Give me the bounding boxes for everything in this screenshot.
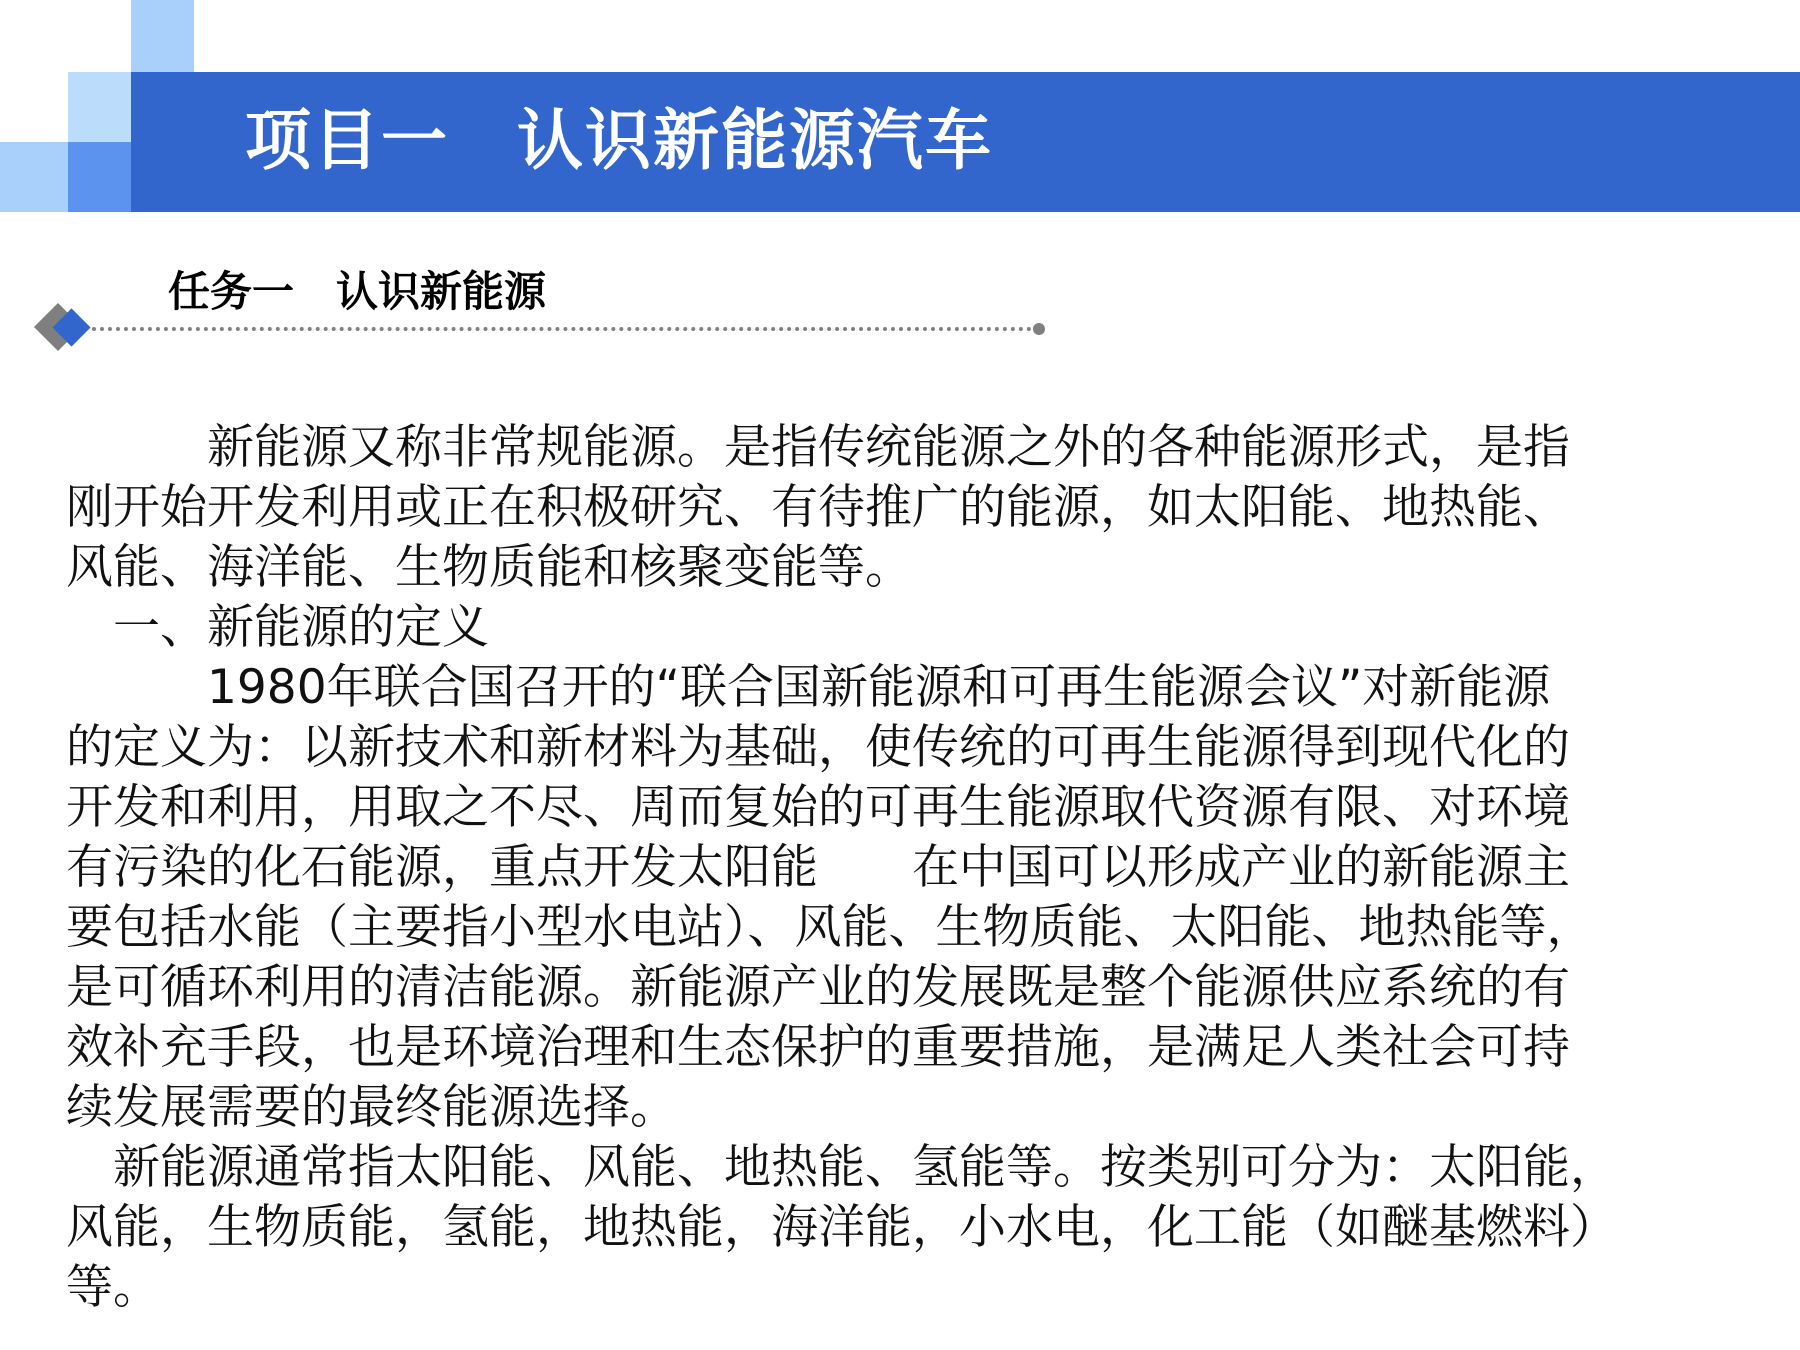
text-line: 等。 bbox=[66, 1260, 160, 1315]
text-line: 1980年联合国召开的“联合国新能源和可再生能源会议”对新能源 bbox=[66, 660, 1551, 715]
text-line: 新能源通常指太阳能、风能、地热能、氢能等。按类别可分为：太阳能， bbox=[66, 1140, 1617, 1195]
decor-square-left bbox=[68, 72, 131, 142]
section-heading: 一、新能源的定义 bbox=[66, 600, 489, 655]
decor-square-bottom-left bbox=[0, 142, 68, 212]
text-line: 续发展需要的最终能源选择。 bbox=[66, 1080, 677, 1135]
page-title: 项目一 认识新能源汽车 bbox=[245, 102, 993, 179]
text-line: 的定义为：以新技术和新材料为基础，使传统的可再生能源得到现代化的 bbox=[66, 720, 1570, 775]
text-line: 刚开始开发利用或正在积极研究、有待推广的能源，如太阳能、地热能、 bbox=[66, 480, 1570, 535]
decor-square-bottom bbox=[68, 142, 131, 212]
body-text bbox=[66, 418, 1766, 1318]
section-title: 任务一 认识新能源 bbox=[168, 267, 547, 316]
text-line: 风能、海洋能、生物质能和核聚变能等。 bbox=[66, 540, 912, 595]
section-divider bbox=[92, 327, 1040, 331]
text-line: 有污染的化石能源，重点开发太阳能 在中国可以形成产业的新能源主 bbox=[66, 840, 1570, 895]
text-line: 新能源又称非常规能源。是指传统能源之外的各种能源形式，是指 bbox=[66, 420, 1570, 475]
text-line: 效补充手段，也是环境治理和生态保护的重要措施，是满足人类社会可持 bbox=[66, 1020, 1570, 1075]
text-line: 风能，生物质能，氢能，地热能，海洋能，小水电，化工能（如醚基燃料） bbox=[66, 1200, 1617, 1255]
text-line: 开发和利用，用取之不尽、周而复始的可再生能源取代资源有限、对环境 bbox=[66, 780, 1570, 835]
divider-end-dot bbox=[1033, 323, 1045, 335]
text-line: 是可循环利用的清洁能源。新能源产业的发展既是整个能源供应系统的有 bbox=[66, 960, 1570, 1015]
text-line: 要包括水能（主要指小型水电站）、风能、生物质能、太阳能、地热能等， bbox=[66, 900, 1594, 955]
decor-square-top bbox=[131, 0, 194, 72]
